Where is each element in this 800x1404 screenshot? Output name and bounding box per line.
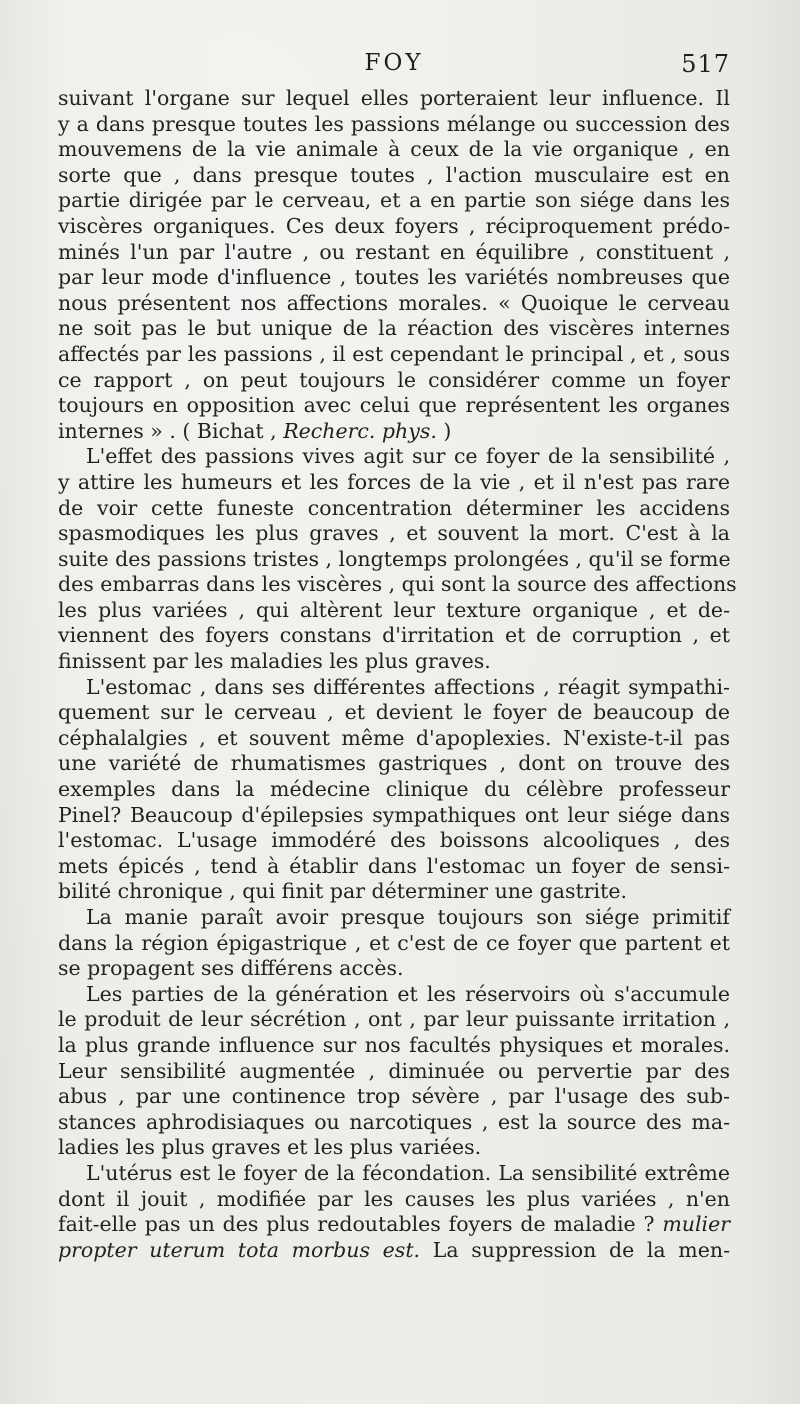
text-line: exemples dans la médecine clinique du célèbre professeur (58, 777, 730, 802)
line-text: La suppression de la men- (420, 1237, 730, 1262)
text-line: bilité chronique , qui finit par déterminer une gastrite. (58, 879, 627, 904)
text-line: partie dirigée par le cerveau, et a en partie son siége dans les (58, 188, 730, 213)
text-line: L'effet des passions vives agit sur ce foyer de la sensibilité , (86, 444, 730, 469)
text-line: L'utérus est le foyer de la fécondation. La sensibilité extrême (86, 1160, 730, 1185)
text-line-citation (58, 419, 730, 445)
page-number: 517 (681, 50, 730, 78)
text-line: La manie paraît avoir presque toujours son siége primitif (86, 905, 730, 929)
paragraph-3 (58, 675, 730, 905)
text-line: ne soit pas le but unique de la réaction des viscères internes (58, 316, 730, 341)
citation-suffix: ) (436, 418, 452, 443)
text-line: une variété de rhumatismes gastriques , dont on trouve des (58, 751, 730, 776)
text-line: minés l'un par l'autre , ou restant en équilibre , constituent , (58, 239, 730, 264)
body-text (58, 86, 737, 1263)
text-line: y attire les humeurs et les forces de la vie , et il n'est pas rare (58, 469, 730, 494)
text-line: Leur sensibilité augmentée , diminuée ou pervertie par des (58, 1058, 730, 1083)
text-line: la plus grande influence sur nos facultés physiques et morales. (58, 1032, 730, 1057)
text-line: ce rapport , on peut toujours le considérer comme un foyer (58, 367, 730, 392)
text-line: de voir cette funeste concentration déterminer les accidens (58, 495, 730, 520)
running-head: FOY (364, 50, 424, 76)
text-line: Pinel? Beaucoup d'épilepsies sympathiques ont leur siége dans (58, 802, 730, 827)
text-line-with-latin (58, 1238, 730, 1264)
text-line: stances aphrodisiaques ou narcotiques , est la source des ma- (58, 1109, 730, 1134)
text-line: toujours en opposition avec celui que représentent les organes (58, 393, 730, 418)
text-line: suite des passions tristes , longtemps prolongées , qu'il se forme (58, 546, 731, 571)
text-line: nous présentent nos affections morales. « Quoique le cerveau (58, 290, 730, 315)
text-line: mouvemens de la vie animale à ceux de la vie organique , en (58, 137, 730, 162)
text-line: affectés par les passions , il est cependant le principal , et , sous (58, 341, 730, 366)
text-line: céphalalgies , et souvent même d'apoplexies. N'existe-t-il pas (58, 725, 730, 750)
text-line: suivant l'organe sur lequel elles porteraient leur influence. Il (58, 86, 730, 110)
citation-prefix: internes » . ( Bichat , (58, 418, 284, 443)
text-line: des embarras dans les viscères , qui sont la source des affections (58, 572, 737, 597)
text-line: quement sur le cerveau , et devient le foyer de beaucoup de (58, 700, 730, 725)
text-line: abus , par une continence trop sévère , par l'usage des sub- (58, 1084, 730, 1109)
text-line: dans la région épigastrique , et c'est de ce foyer que partent et (58, 930, 730, 955)
text-line: les plus variées , qui altèrent leur texture organique , et de- (58, 597, 730, 622)
text-line: spasmodiques les plus graves , et souvent la mort. C'est à la (58, 521, 730, 546)
text-line: se propagent ses différens accès. (58, 956, 404, 981)
text-line: l'estomac. L'usage immodéré des boissons alcooliques , des (58, 828, 730, 853)
text-line: mets épicés , tend à établir dans l'estomac un foyer de sensi- (58, 853, 730, 878)
text-line: sorte que , dans presque toutes , l'action musculaire est en (58, 162, 730, 187)
paragraph-4 (58, 905, 730, 982)
text-line: finissent par les maladies les plus graves. (58, 649, 491, 674)
page-header (58, 50, 730, 80)
text-line-with-latin (58, 1212, 730, 1238)
text-line: ladies les plus graves et les plus variées. (58, 1135, 482, 1160)
latin-phrase: propter uterum tota morbus est. (58, 1237, 421, 1262)
paragraph-6 (58, 1161, 730, 1263)
paragraph-5 (58, 982, 730, 1161)
text-line: y a dans presque toutes les passions mélange ou succession des (58, 111, 730, 136)
latin-phrase: mulier (662, 1212, 730, 1237)
paragraph-2 (58, 444, 737, 674)
text-line: L'estomac , dans ses différentes affections , réagit sympathi- (86, 674, 730, 699)
citation-title: Recherc. phys. (283, 418, 437, 443)
text-line: viscères organiques. Ces deux foyers , réciproquement prédo- (58, 213, 730, 238)
line-text: fait-elle pas un des plus redoutables foyers de maladie ? (58, 1212, 663, 1237)
text-line: le produit de leur sécrétion , ont , par leur puissante irritation , (58, 1007, 730, 1032)
text-line: dont il jouit , modifiée par les causes les plus variées , n'en (58, 1186, 730, 1211)
text-line: par leur mode d'influence , toutes les variétés nombreuses que (58, 265, 730, 290)
text-line: viennent des foyers constans d'irritation et de corruption , et (58, 623, 730, 648)
paragraph-1 (58, 86, 730, 444)
text-line: Les parties de la génération et les réservoirs où s'accumule (86, 981, 730, 1006)
